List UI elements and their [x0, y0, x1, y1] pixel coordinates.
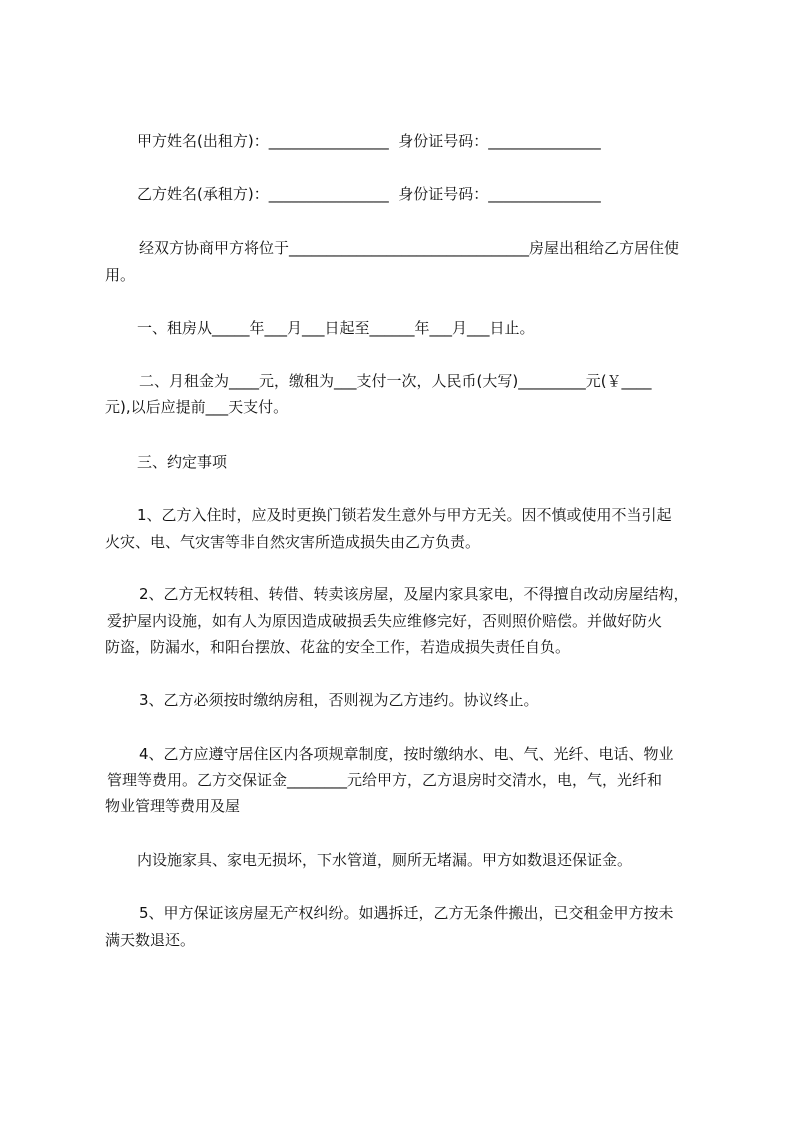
item-4-line-2: 管理等费用。乙方交保证金________元给甲方，乙方退房时交清水，电，气，光纤和 — [107, 771, 663, 789]
item-1-line-2: 火灾、电、气灾害等非自然灾害所造成损失由乙方负责。 — [105, 533, 481, 551]
intro-line-1: 经双方协商甲方将位于________________________________房屋出租给乙方居住使 — [139, 239, 680, 257]
clause-2-line-2: 元),以后应提前___天支付。 — [105, 398, 289, 416]
item-2-line-3: 防盗，防漏水，和阳台摆放、花盆的安全工作，若造成损失责任自负。 — [105, 638, 571, 656]
item-4-line-3: 物业管理等费用及屋 — [105, 797, 241, 815]
item-4-line-1: 4、乙方应遵守居住区内各项规章制度，按时缴纳水、电、气、光纤、电话、物业 — [139, 745, 674, 763]
item-1-line-1: 1、乙方入住时，应及时更换门锁若发生意外与甲方无关。因不慎或使用不当引起 — [137, 506, 672, 524]
item-2-line-1: 2、乙方无权转租、转借、转卖该房屋，及屋内家具家电，不得擅自改动房屋结构， — [139, 585, 689, 603]
party-a-line: 甲方姓名(出租方)：________________ 身份证号码：_______________ — [137, 132, 601, 150]
item-2-line-2: 爱护屋内设施，如有人为原因造成破损丢失应维修完好，否则照价赔偿。并做好防火 — [107, 612, 663, 630]
clause-2-line-1: 二、月租金为____元，缴租为___支付一次，人民币(大写)_________元(￥____ — [139, 372, 652, 390]
intro-line-2: 用。 — [105, 266, 136, 284]
item-5-line-1: 5、甲方保证该房屋无产权纠纷。如遇拆迁，乙方无条件搬出，已交租金甲方按未 — [139, 904, 674, 922]
clause-1: 一、租房从_____年___月___日起至______年___月___日止。 — [137, 319, 535, 337]
item-5-line-2: 满天数退还。 — [105, 931, 196, 949]
clause-3-title: 三、约定事项 — [137, 453, 228, 471]
item-3: 3、乙方必须按时缴纳房租，否则视为乙方违约。协议终止。 — [139, 691, 539, 709]
party-b-line: 乙方姓名(承租方)：________________ 身份证号码：_______________ — [137, 185, 601, 203]
item-4-line-4: 内设施家具、家电无损坏，下水管道，厕所无堵漏。甲方如数退还保证金。 — [137, 851, 633, 869]
